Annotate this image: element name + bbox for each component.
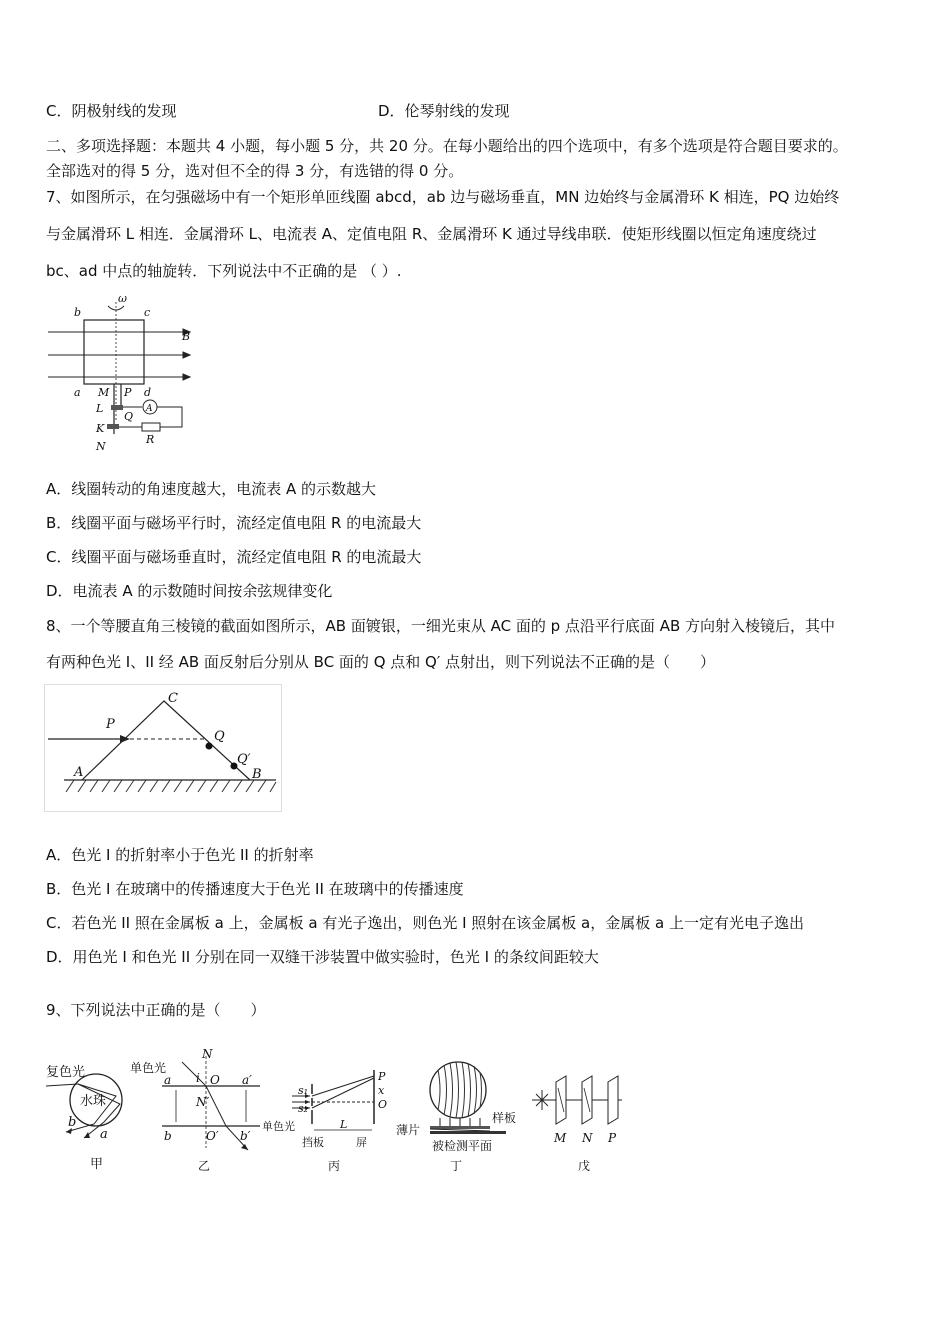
q9-yi-caption: 乙 [198,1159,211,1173]
q8-label-A: A [74,765,84,780]
q9-ding-tested-plane: 被检测平面 [432,1139,493,1153]
q9-jia-label-b: b [68,1115,77,1130]
q9-bing-label-x: x [378,1084,385,1097]
q9-yi-label-a: a [164,1073,172,1087]
q7-label-d: d [144,386,152,399]
q8-stem-line1: 8、一个等腰直角三棱镜的截面如图所示，AB 面镀银，一细光束从 AC 面的 p 点沿平行底面 AB 方向射入棱镜后，其中 [46,617,836,635]
q9-yi-label-b-prime: b′ [240,1129,251,1143]
q9-wu-label-P: P [608,1131,617,1145]
q7-stem-line2: 与金属滑环 L 相连．金属滑环 L、电流表 A、定值电阻 R、金属滑环 K 通过导线串联．使矩形线圈以恒定角速度绕过 [46,225,817,243]
q8-option-c: C．若色光 II 照在金属板 a 上，金属板 a 有光子逸出，则色光 I 照射在该金属板 a，金属板 a 上一定有光电子逸出 [46,914,804,932]
q6-option-c: C．阴极射线的发现 [46,102,177,120]
q9-yi-label-O-prime: O′ [206,1129,219,1143]
q9-bing-monochromatic: 单色光 [262,1120,295,1133]
q9-figure-ding [394,1058,528,1176]
q8-label-Q-prime: Q′ [237,752,251,767]
q8-label-B: B [252,767,262,782]
q6-option-d: D．伦琴射线的发现 [378,102,510,120]
q8-label-Q: Q [214,729,225,744]
q9-ding-thin-sheet: 薄片 [396,1123,421,1137]
q9-yi-label-b: b [164,1129,172,1143]
q9-jia-caption: 甲 [90,1157,104,1172]
q9-figure-yi [130,1048,268,1176]
q9-bing-caption: 丙 [328,1159,341,1173]
q9-yi-label-a-prime: a′ [242,1073,252,1087]
q9-ding-caption: 丁 [450,1159,463,1173]
q9-yi-label-N: N [202,1048,213,1061]
q9-yi-label-O: O [210,1073,220,1087]
q9-yi-label-N-prime: N′ [196,1095,210,1109]
q8-label-C: C [168,691,178,706]
q7-label-N: N [96,440,106,453]
q9-bing-label-L: L [340,1118,348,1131]
q7-label-R: R [146,433,155,446]
section-2-instructions-line2: 全部选对的得 5 分，选对但不全的得 3 分，有选错的得 0 分。 [46,162,464,180]
q8-option-a: A．色光 I 的折射率小于色光 II 的折射率 [46,846,314,864]
q7-label-c: c [144,306,151,319]
q9-stem: 9、下列说法中正确的是（ ） [46,1001,266,1019]
q8-label-P: P [106,717,115,732]
q7-label-omega: ω [118,292,127,305]
q9-yi-monochromatic: 单色光 [130,1061,167,1075]
q9-wu-caption: 戊 [578,1159,591,1173]
q7-coil-figure [44,292,194,454]
q7-option-b: B．线圈平面与磁场平行时，流经定值电阻 R 的电流最大 [46,514,422,532]
q9-yi-label-i: i [196,1071,200,1085]
q7-stem-line3: bc、ad 中点的轴旋转．下列说法中不正确的是 （ ）. [46,262,402,280]
q9-wu-label-N: N [582,1131,593,1145]
q7-label-P: P [124,386,132,399]
q7-option-c: C．线圈平面与磁场垂直时，流经定值电阻 R 的电流最大 [46,548,422,566]
q9-bing-label-s1: s₁ [298,1084,309,1097]
q9-bing-label-O: O [378,1098,388,1111]
q9-ding-sample-plate: 样板 [492,1111,517,1125]
q9-bing-screen: 屏 [356,1136,367,1149]
q8-stem-line2: 有两种色光 I、II 经 AB 面反射后分别从 BC 面的 Q 点和 Q′ 点射出，则下列说法不正确的是（ ） [46,653,716,671]
section-2-instructions-line1: 二、多项选择题：本题共 4 小题，每小题 5 分，共 20 分。在每小题给出的四个选项中，有多个选项是符合题目要求的。 [46,137,848,155]
q7-option-a: A．线圈转动的角速度越大，电流表 A 的示数越大 [46,480,377,498]
q9-wu-label-M: M [554,1131,567,1145]
q9-figure-bing [262,1058,396,1176]
q7-label-K: K [96,422,105,435]
q9-figure-jia [44,1060,130,1176]
q7-label-L: L [96,402,104,415]
q7-label-M: M [98,386,110,399]
q8-option-d: D．用色光 I 和色光 II 分别在同一双缝干涉装置中做实验时，色光 I 的条纹间距较大 [46,948,599,966]
q9-bing-label-P: P [378,1070,386,1083]
q7-label-a: a [74,386,81,399]
q9-bing-label-s2: s₂ [298,1102,309,1115]
q7-stem-line1: 7、如图所示，在匀强磁场中有一个矩形单匝线圈 abcd，ab 边与磁场垂直，MN 边始终与金属滑环 K 相连，PQ 边始终 [46,188,840,206]
q7-label-Q: Q [124,410,134,423]
q9-bing-baffle: 挡板 [302,1136,324,1149]
q8-option-b: B．色光 I 在玻璃中的传播速度大于色光 II 在玻璃中的传播速度 [46,880,464,898]
q7-label-ammeter: A [146,404,153,414]
q7-option-d: D．电流表 A 的示数随时间按余弦规律变化 [46,582,333,600]
q9-jia-composite-light: 复色光 [46,1065,86,1080]
q9-jia-droplet: 水珠 [80,1094,107,1109]
q7-label-b: b [74,306,82,319]
q7-label-B: B [182,330,191,343]
q9-jia-label-a: a [100,1127,108,1142]
q8-prism-figure [44,684,284,814]
q9-figure-wu [526,1068,636,1176]
